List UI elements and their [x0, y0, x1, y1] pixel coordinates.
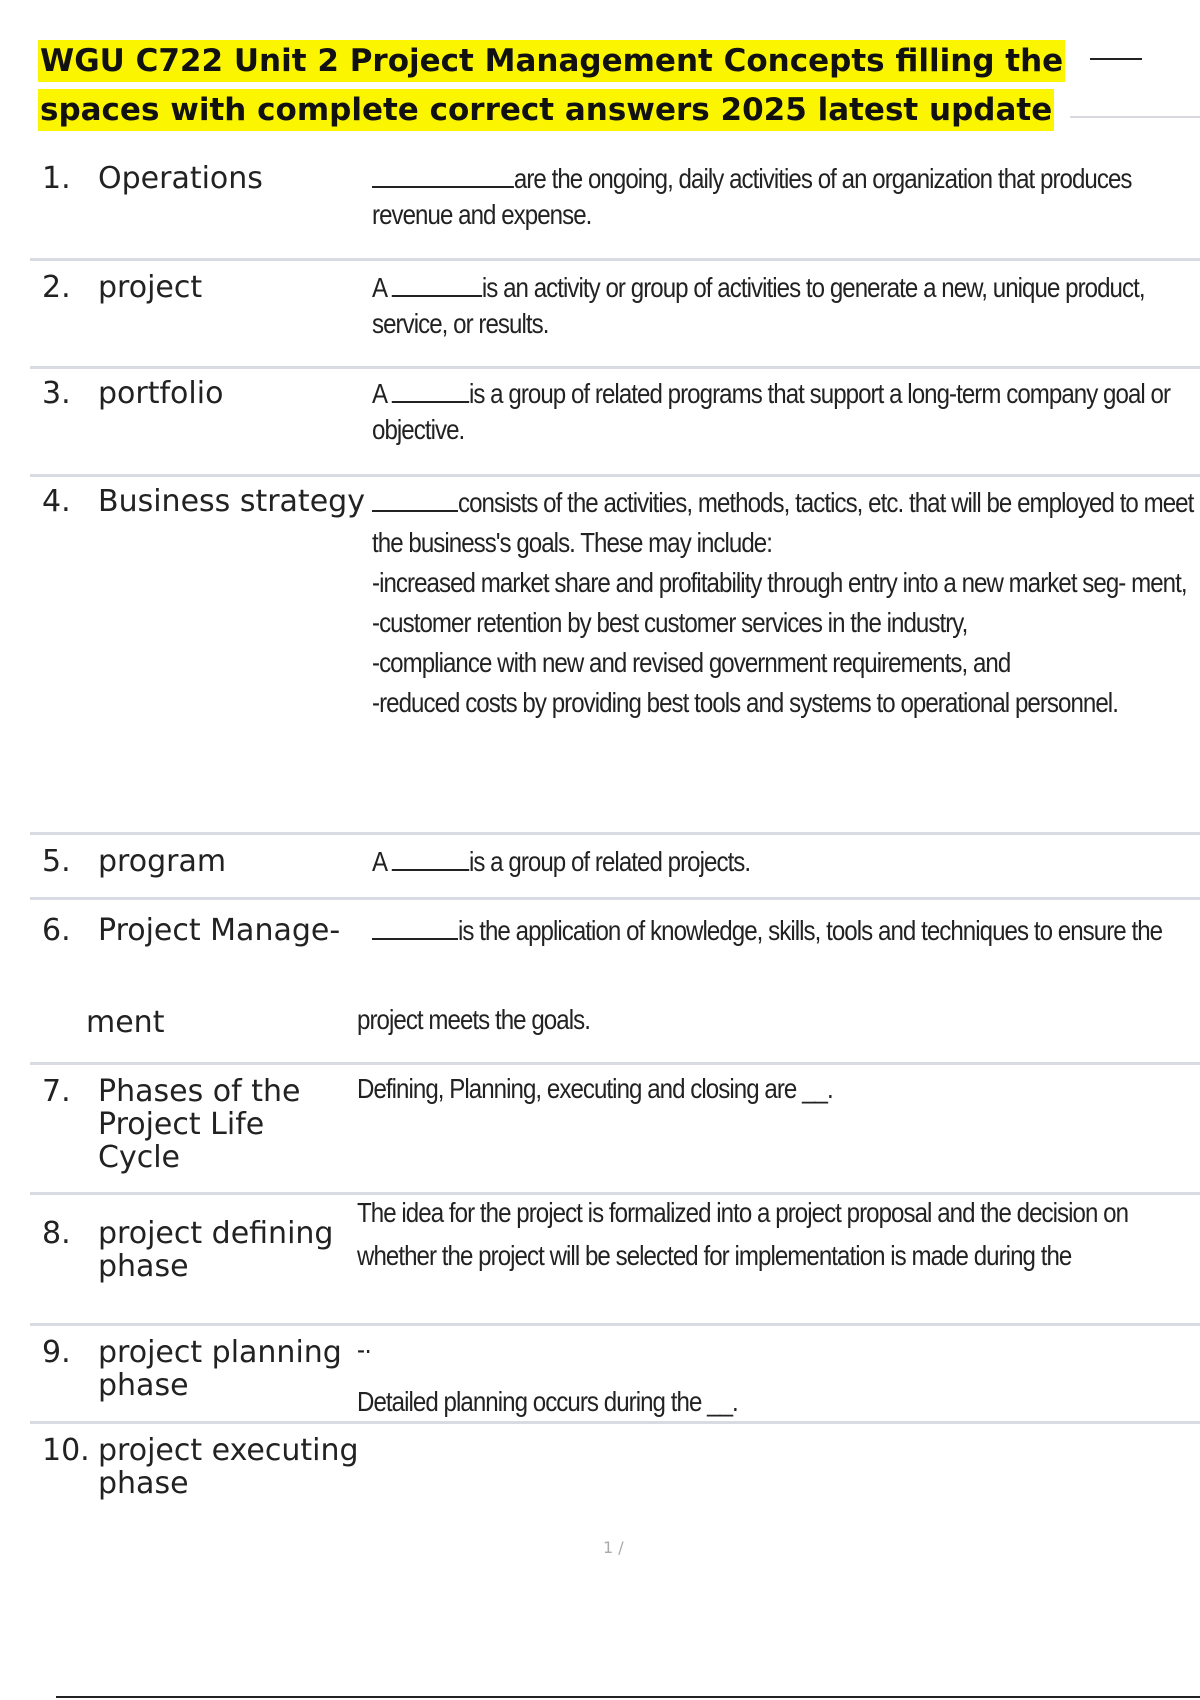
item-term-continued: ment — [86, 1005, 165, 1040]
item-definition: is the application of knowledge, skills, tools and techniques to ensure the — [372, 912, 1200, 949]
item-number: 2. — [42, 270, 71, 305]
document-title — [38, 40, 1198, 131]
bullet-item: -increased market share and profitability through entry into a new market seg- ment, — [372, 567, 1187, 598]
item-number: 8. — [42, 1216, 71, 1251]
item-definition: are the ongoing, daily activities of an organization that produces revenue and expense. — [372, 160, 1200, 233]
item-definition: A is a group of related projects. — [372, 843, 1200, 880]
title-rule — [1090, 58, 1142, 60]
list-item — [30, 835, 1200, 900]
answer-blank — [392, 375, 469, 403]
item-term: project executing phase — [98, 1433, 359, 1501]
answer-blank — [372, 160, 514, 188]
page-marker: 1 / — [603, 1538, 624, 1557]
bullet-item: -customer retention by best customer services in the industry, — [372, 607, 968, 638]
list-item — [30, 150, 1200, 261]
item-definition: Defining, Planning, executing and closing are __. — [357, 1073, 833, 1104]
item-number: 6. — [42, 913, 71, 948]
item-definition: A is a group of related programs that support a long-term company goal or objective. — [372, 375, 1200, 448]
item-definition: consists of the activities, methods, tactics, etc. that will be employed to meet the business's goals. These may include: -increased market share and profitability through entry into a new market seg- ment, -customer retention by best customer services in the industry, -compliance with new and revised government requirements, and -reduced costs by providing best tools and systems to operational personnel. — [372, 483, 1200, 723]
title-line-2: spaces with complete correct answers 2025 latest update — [38, 89, 1054, 131]
answer-blank — [372, 484, 458, 512]
list-item — [30, 1326, 1200, 1424]
bottom-rule — [56, 1696, 1200, 1698]
item-term: project defining phase — [98, 1216, 334, 1284]
item-number: 9. — [42, 1335, 71, 1370]
bullet-item: -reduced costs by providing best tools and systems to operational personnel. — [372, 687, 1118, 718]
title-line-1: WGU C722 Unit 2 Project Management Concepts filling the — [38, 40, 1065, 82]
bullet-item: -compliance with new and revised government requirements, and — [372, 647, 1011, 678]
answer-blank — [392, 843, 469, 871]
item-definition-continued: project meets the goals. — [357, 1004, 590, 1035]
title-divider — [1070, 116, 1200, 118]
item-term: Business strategy — [98, 484, 365, 519]
item-definition: Detailed planning occurs during the __. — [357, 1386, 738, 1417]
item-definition: A is an activity or group of activities to generate a new, unique product, service, or results. — [372, 269, 1200, 342]
answer-blank — [392, 269, 482, 297]
item-term: Project Manage- — [98, 913, 341, 948]
list-item — [30, 1065, 1200, 1195]
list-item — [30, 1424, 1200, 1504]
item-definition: The idea for the project is formalized into a project proposal and the decision on whether the project will be selected for implementation is made during the — [357, 1197, 1129, 1271]
item-term: portfolio — [98, 376, 224, 411]
answer-blank — [372, 912, 458, 940]
item-term: Operations — [98, 161, 263, 196]
list-item — [30, 1195, 1200, 1326]
list-item — [30, 477, 1200, 835]
item-number: 10. — [42, 1433, 90, 1468]
item-term: Phases of the Project Life Cycle — [98, 1074, 301, 1175]
item-term: project planning phase — [98, 1335, 342, 1403]
item-term: project — [98, 270, 203, 305]
item-number: 3. — [42, 376, 71, 411]
item-number: 1. — [42, 161, 71, 196]
item-number: 4. — [42, 484, 71, 519]
item-number: 5. — [42, 844, 71, 879]
item-number: 7. — [42, 1074, 71, 1109]
list-item — [30, 900, 1200, 1065]
list-item — [30, 369, 1200, 477]
list-item — [30, 261, 1200, 369]
item-definition-mark: -· — [357, 1334, 372, 1365]
item-term: program — [98, 844, 227, 879]
